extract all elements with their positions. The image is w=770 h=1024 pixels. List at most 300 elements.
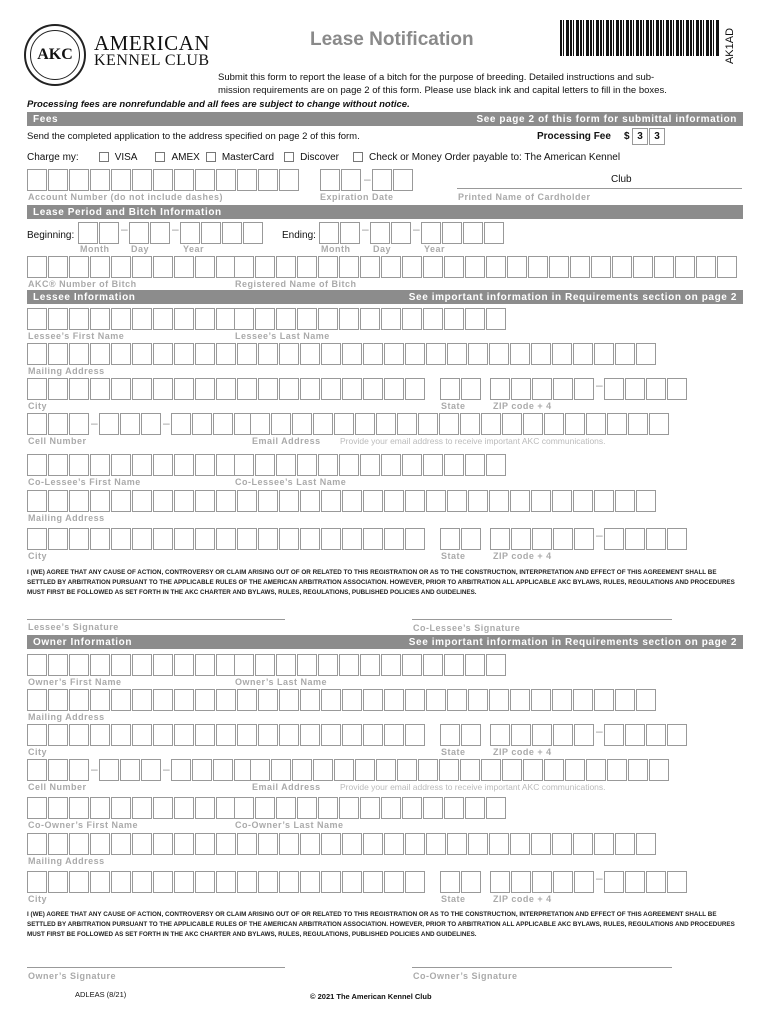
input-box[interactable]: [633, 256, 653, 278]
input-box[interactable]: [153, 378, 173, 400]
input-box[interactable]: [132, 378, 152, 400]
input-box[interactable]: [174, 871, 194, 893]
input-box[interactable]: [216, 528, 236, 550]
input-box[interactable]: [363, 378, 383, 400]
input-box[interactable]: [27, 169, 47, 191]
input-box[interactable]: [321, 490, 341, 512]
input-box[interactable]: [321, 343, 341, 365]
colessee-zip4-boxes[interactable]: [604, 528, 688, 550]
input-box[interactable]: [594, 343, 614, 365]
input-box[interactable]: [342, 378, 362, 400]
input-box[interactable]: [300, 490, 320, 512]
input-box[interactable]: [90, 528, 110, 550]
input-box[interactable]: [461, 724, 481, 746]
input-box[interactable]: [444, 797, 464, 819]
input-box[interactable]: [342, 833, 362, 855]
input-box[interactable]: [195, 528, 215, 550]
input-box[interactable]: [334, 413, 354, 435]
input-box[interactable]: [465, 454, 485, 476]
input-box[interactable]: [258, 689, 278, 711]
input-box[interactable]: [153, 871, 173, 893]
input-box[interactable]: [440, 378, 460, 400]
input-box[interactable]: [667, 378, 687, 400]
input-box[interactable]: [195, 490, 215, 512]
input-box[interactable]: [132, 871, 152, 893]
input-box[interactable]: [646, 724, 666, 746]
input-box[interactable]: [649, 759, 669, 781]
input-box[interactable]: [339, 654, 359, 676]
input-box[interactable]: [90, 871, 110, 893]
input-box[interactable]: [342, 343, 362, 365]
input-box[interactable]: [586, 759, 606, 781]
input-box[interactable]: [604, 528, 624, 550]
input-box[interactable]: [297, 797, 317, 819]
input-box[interactable]: [654, 256, 674, 278]
input-box[interactable]: [318, 654, 338, 676]
input-box[interactable]: [90, 490, 110, 512]
input-box[interactable]: [531, 689, 551, 711]
coowner-mailing-boxes[interactable]: [27, 833, 657, 855]
input-box[interactable]: [318, 256, 338, 278]
input-box[interactable]: [48, 759, 68, 781]
input-box[interactable]: [321, 528, 341, 550]
input-box[interactable]: [192, 413, 212, 435]
input-box[interactable]: [544, 759, 564, 781]
input-box[interactable]: [258, 490, 278, 512]
input-box[interactable]: [27, 833, 47, 855]
input-box[interactable]: [237, 833, 257, 855]
input-box[interactable]: [363, 724, 383, 746]
input-box[interactable]: [405, 490, 425, 512]
input-box[interactable]: [279, 169, 299, 191]
owner-zip-boxes[interactable]: [490, 724, 595, 746]
input-box[interactable]: [418, 759, 438, 781]
input-box[interactable]: [48, 689, 68, 711]
input-box[interactable]: [258, 528, 278, 550]
input-box[interactable]: [405, 528, 425, 550]
input-box[interactable]: [69, 654, 89, 676]
input-box[interactable]: [553, 528, 573, 550]
input-box[interactable]: [636, 490, 656, 512]
input-box[interactable]: [279, 343, 299, 365]
input-box[interactable]: [69, 797, 89, 819]
input-box[interactable]: [195, 378, 215, 400]
input-box[interactable]: [216, 797, 236, 819]
input-box[interactable]: [615, 343, 635, 365]
visa-checkbox[interactable]: [99, 152, 109, 162]
input-box[interactable]: [421, 222, 441, 244]
input-box[interactable]: [216, 308, 236, 330]
input-box[interactable]: [423, 654, 443, 676]
input-box[interactable]: [195, 654, 215, 676]
input-box[interactable]: [234, 797, 254, 819]
input-box[interactable]: [48, 343, 68, 365]
owner-cell-area-boxes[interactable]: [27, 759, 90, 781]
input-box[interactable]: [612, 256, 632, 278]
input-box[interactable]: [447, 343, 467, 365]
input-box[interactable]: [255, 308, 275, 330]
input-box[interactable]: [90, 724, 110, 746]
input-box[interactable]: [340, 222, 360, 244]
input-box[interactable]: [153, 654, 173, 676]
input-box[interactable]: [174, 528, 194, 550]
input-box[interactable]: [363, 490, 383, 512]
coowner-state-boxes[interactable]: [440, 871, 482, 893]
input-box[interactable]: [570, 256, 590, 278]
input-box[interactable]: [376, 759, 396, 781]
input-box[interactable]: [402, 308, 422, 330]
begin-day-boxes[interactable]: [129, 222, 171, 244]
input-box[interactable]: [565, 413, 585, 435]
input-box[interactable]: [552, 689, 572, 711]
input-box[interactable]: [237, 724, 257, 746]
lessee-zip-boxes[interactable]: [490, 378, 595, 400]
input-box[interactable]: [132, 724, 152, 746]
input-box[interactable]: [489, 343, 509, 365]
input-box[interactable]: [111, 797, 131, 819]
input-box[interactable]: [360, 797, 380, 819]
input-box[interactable]: [153, 689, 173, 711]
input-box[interactable]: [279, 833, 299, 855]
input-box[interactable]: [313, 759, 333, 781]
colessee-last-name-boxes[interactable]: [234, 454, 507, 476]
input-box[interactable]: [195, 833, 215, 855]
owner-city-boxes[interactable]: [27, 724, 426, 746]
input-box[interactable]: [523, 759, 543, 781]
input-box[interactable]: [461, 871, 481, 893]
colessee-signature-line[interactable]: [412, 619, 672, 620]
input-box[interactable]: [405, 724, 425, 746]
input-box[interactable]: [69, 871, 89, 893]
input-box[interactable]: [27, 654, 47, 676]
input-box[interactable]: [48, 724, 68, 746]
input-box[interactable]: [481, 413, 501, 435]
input-box[interactable]: [153, 308, 173, 330]
input-box[interactable]: [174, 797, 194, 819]
owner-first-name-boxes[interactable]: [27, 654, 237, 676]
input-box[interactable]: [381, 256, 401, 278]
input-box[interactable]: [376, 413, 396, 435]
owner-state-boxes[interactable]: [440, 724, 482, 746]
input-box[interactable]: [402, 654, 422, 676]
input-box[interactable]: [370, 222, 390, 244]
input-box[interactable]: [552, 490, 572, 512]
input-box[interactable]: [132, 654, 152, 676]
input-box[interactable]: [216, 378, 236, 400]
colessee-zip-boxes[interactable]: [490, 528, 595, 550]
input-box[interactable]: [510, 833, 530, 855]
input-box[interactable]: [360, 454, 380, 476]
input-box[interactable]: [174, 308, 194, 330]
input-box[interactable]: [440, 871, 460, 893]
input-box[interactable]: [460, 759, 480, 781]
input-box[interactable]: [111, 454, 131, 476]
input-box[interactable]: [216, 454, 236, 476]
input-box[interactable]: [615, 689, 635, 711]
registered-name-boxes[interactable]: [234, 256, 738, 278]
input-box[interactable]: [339, 454, 359, 476]
input-box[interactable]: [141, 413, 161, 435]
input-box[interactable]: [48, 528, 68, 550]
input-box[interactable]: [120, 413, 140, 435]
input-box[interactable]: [402, 454, 422, 476]
input-box[interactable]: [195, 454, 215, 476]
input-box[interactable]: [468, 490, 488, 512]
input-box[interactable]: [216, 833, 236, 855]
input-box[interactable]: [552, 343, 572, 365]
input-box[interactable]: [607, 759, 627, 781]
input-box[interactable]: [465, 654, 485, 676]
input-box[interactable]: [532, 871, 552, 893]
input-box[interactable]: [171, 413, 191, 435]
input-box[interactable]: [90, 797, 110, 819]
input-box[interactable]: [279, 490, 299, 512]
input-box[interactable]: [174, 724, 194, 746]
input-box[interactable]: [27, 871, 47, 893]
input-box[interactable]: [234, 256, 254, 278]
input-box[interactable]: [321, 689, 341, 711]
input-box[interactable]: [90, 256, 110, 278]
input-box[interactable]: [397, 759, 417, 781]
input-box[interactable]: [313, 413, 333, 435]
input-box[interactable]: [90, 833, 110, 855]
input-box[interactable]: [667, 528, 687, 550]
akc-number-boxes[interactable]: [27, 256, 237, 278]
input-box[interactable]: [363, 871, 383, 893]
input-box[interactable]: [237, 689, 257, 711]
lessee-mailing-boxes[interactable]: [27, 343, 657, 365]
end-day-boxes[interactable]: [370, 222, 412, 244]
input-box[interactable]: [132, 689, 152, 711]
input-box[interactable]: [111, 169, 131, 191]
input-box[interactable]: [132, 833, 152, 855]
input-box[interactable]: [153, 169, 173, 191]
input-box[interactable]: [90, 454, 110, 476]
input-box[interactable]: [381, 797, 401, 819]
input-box[interactable]: [444, 256, 464, 278]
input-box[interactable]: [468, 833, 488, 855]
input-box[interactable]: [405, 871, 425, 893]
input-box[interactable]: [510, 490, 530, 512]
input-box[interactable]: [213, 413, 233, 435]
input-box[interactable]: [216, 871, 236, 893]
input-box[interactable]: [531, 490, 551, 512]
input-box[interactable]: [397, 413, 417, 435]
input-box[interactable]: [237, 528, 257, 550]
input-box[interactable]: [573, 490, 593, 512]
input-box[interactable]: [27, 797, 47, 819]
input-box[interactable]: [48, 490, 68, 512]
input-box[interactable]: [111, 308, 131, 330]
colessee-state-boxes[interactable]: [440, 528, 482, 550]
input-box[interactable]: [363, 343, 383, 365]
input-box[interactable]: [216, 654, 236, 676]
input-box[interactable]: [384, 343, 404, 365]
input-box[interactable]: [279, 378, 299, 400]
input-box[interactable]: [132, 343, 152, 365]
input-box[interactable]: [279, 724, 299, 746]
input-box[interactable]: [180, 222, 200, 244]
lessee-cell-prefix-boxes[interactable]: [99, 413, 162, 435]
input-box[interactable]: [216, 724, 236, 746]
input-box[interactable]: [553, 378, 573, 400]
input-box[interactable]: [195, 256, 215, 278]
input-box[interactable]: [48, 454, 68, 476]
input-box[interactable]: [573, 833, 593, 855]
input-box[interactable]: [132, 528, 152, 550]
input-box[interactable]: [384, 528, 404, 550]
input-box[interactable]: [532, 528, 552, 550]
input-box[interactable]: [69, 490, 89, 512]
input-box[interactable]: [195, 689, 215, 711]
input-box[interactable]: [321, 724, 341, 746]
input-box[interactable]: [423, 256, 443, 278]
input-box[interactable]: [255, 654, 275, 676]
input-box[interactable]: [442, 222, 462, 244]
input-box[interactable]: [276, 654, 296, 676]
lessee-cell-line-boxes[interactable]: [171, 413, 255, 435]
input-box[interactable]: [510, 343, 530, 365]
input-box[interactable]: [276, 797, 296, 819]
input-box[interactable]: [258, 169, 278, 191]
input-box[interactable]: [440, 528, 460, 550]
lessee-state-boxes[interactable]: [440, 378, 482, 400]
input-box[interactable]: [461, 528, 481, 550]
input-box[interactable]: [90, 654, 110, 676]
input-box[interactable]: [132, 797, 152, 819]
input-box[interactable]: [250, 413, 270, 435]
input-box[interactable]: [48, 654, 68, 676]
input-box[interactable]: [604, 378, 624, 400]
input-box[interactable]: [48, 378, 68, 400]
input-box[interactable]: [604, 871, 624, 893]
input-box[interactable]: [646, 378, 666, 400]
input-box[interactable]: [90, 308, 110, 330]
owner-cell-prefix-boxes[interactable]: [99, 759, 162, 781]
input-box[interactable]: [468, 343, 488, 365]
input-box[interactable]: [132, 169, 152, 191]
input-box[interactable]: [153, 454, 173, 476]
input-box[interactable]: [69, 343, 89, 365]
input-box[interactable]: [447, 833, 467, 855]
input-box[interactable]: [484, 222, 504, 244]
input-box[interactable]: [510, 689, 530, 711]
input-box[interactable]: [553, 871, 573, 893]
input-box[interactable]: [153, 528, 173, 550]
account-number-boxes[interactable]: [27, 169, 300, 191]
input-box[interactable]: [99, 222, 119, 244]
input-box[interactable]: [297, 454, 317, 476]
input-box[interactable]: [511, 871, 531, 893]
owner-last-name-boxes[interactable]: [234, 654, 507, 676]
input-box[interactable]: [27, 308, 47, 330]
input-box[interactable]: [423, 797, 443, 819]
input-box[interactable]: [222, 222, 242, 244]
input-box[interactable]: [90, 689, 110, 711]
input-box[interactable]: [381, 454, 401, 476]
input-box[interactable]: [574, 724, 594, 746]
coowner-city-boxes[interactable]: [27, 871, 426, 893]
input-box[interactable]: [48, 797, 68, 819]
input-box[interactable]: [391, 222, 411, 244]
input-box[interactable]: [300, 871, 320, 893]
input-box[interactable]: [174, 689, 194, 711]
input-box[interactable]: [625, 378, 645, 400]
input-box[interactable]: [153, 256, 173, 278]
input-box[interactable]: [276, 256, 296, 278]
input-box[interactable]: [447, 490, 467, 512]
input-box[interactable]: [237, 871, 257, 893]
input-box[interactable]: [523, 413, 543, 435]
input-box[interactable]: [696, 256, 716, 278]
input-box[interactable]: [405, 378, 425, 400]
input-box[interactable]: [174, 256, 194, 278]
input-box[interactable]: [234, 308, 254, 330]
begin-year-boxes[interactable]: [180, 222, 264, 244]
input-box[interactable]: [234, 654, 254, 676]
input-box[interactable]: [300, 343, 320, 365]
input-box[interactable]: [255, 256, 275, 278]
colessee-mailing-boxes[interactable]: [27, 490, 657, 512]
input-box[interactable]: [27, 528, 47, 550]
input-box[interactable]: [111, 343, 131, 365]
check-checkbox[interactable]: [353, 152, 363, 162]
end-month-boxes[interactable]: [319, 222, 361, 244]
colessee-first-name-boxes[interactable]: [27, 454, 237, 476]
input-box[interactable]: [465, 797, 485, 819]
input-box[interactable]: [150, 222, 170, 244]
input-box[interactable]: [384, 490, 404, 512]
exp-month-boxes[interactable]: [320, 169, 362, 191]
input-box[interactable]: [636, 343, 656, 365]
input-box[interactable]: [461, 378, 481, 400]
input-box[interactable]: [372, 169, 392, 191]
lessee-city-boxes[interactable]: [27, 378, 426, 400]
input-box[interactable]: [463, 222, 483, 244]
coowner-signature-line[interactable]: [412, 967, 672, 968]
input-box[interactable]: [99, 759, 119, 781]
coowner-first-name-boxes[interactable]: [27, 797, 237, 819]
input-box[interactable]: [468, 689, 488, 711]
input-box[interactable]: [132, 490, 152, 512]
input-box[interactable]: [48, 256, 68, 278]
input-box[interactable]: [27, 689, 47, 711]
input-box[interactable]: [381, 308, 401, 330]
input-box[interactable]: [111, 724, 131, 746]
input-box[interactable]: [69, 169, 89, 191]
input-box[interactable]: [341, 169, 361, 191]
input-box[interactable]: [195, 724, 215, 746]
input-box[interactable]: [440, 724, 460, 746]
exp-year-boxes[interactable]: [372, 169, 414, 191]
input-box[interactable]: [384, 378, 404, 400]
owner-mailing-boxes[interactable]: [27, 689, 657, 711]
input-box[interactable]: [481, 759, 501, 781]
input-box[interactable]: [532, 724, 552, 746]
input-box[interactable]: [195, 343, 215, 365]
input-box[interactable]: [502, 759, 522, 781]
input-box[interactable]: [153, 724, 173, 746]
input-box[interactable]: [549, 256, 569, 278]
input-box[interactable]: [276, 454, 296, 476]
input-box[interactable]: [297, 308, 317, 330]
input-box[interactable]: [384, 871, 404, 893]
input-box[interactable]: [192, 759, 212, 781]
input-box[interactable]: [507, 256, 527, 278]
input-box[interactable]: [717, 256, 737, 278]
input-box[interactable]: [486, 454, 506, 476]
input-box[interactable]: [460, 413, 480, 435]
